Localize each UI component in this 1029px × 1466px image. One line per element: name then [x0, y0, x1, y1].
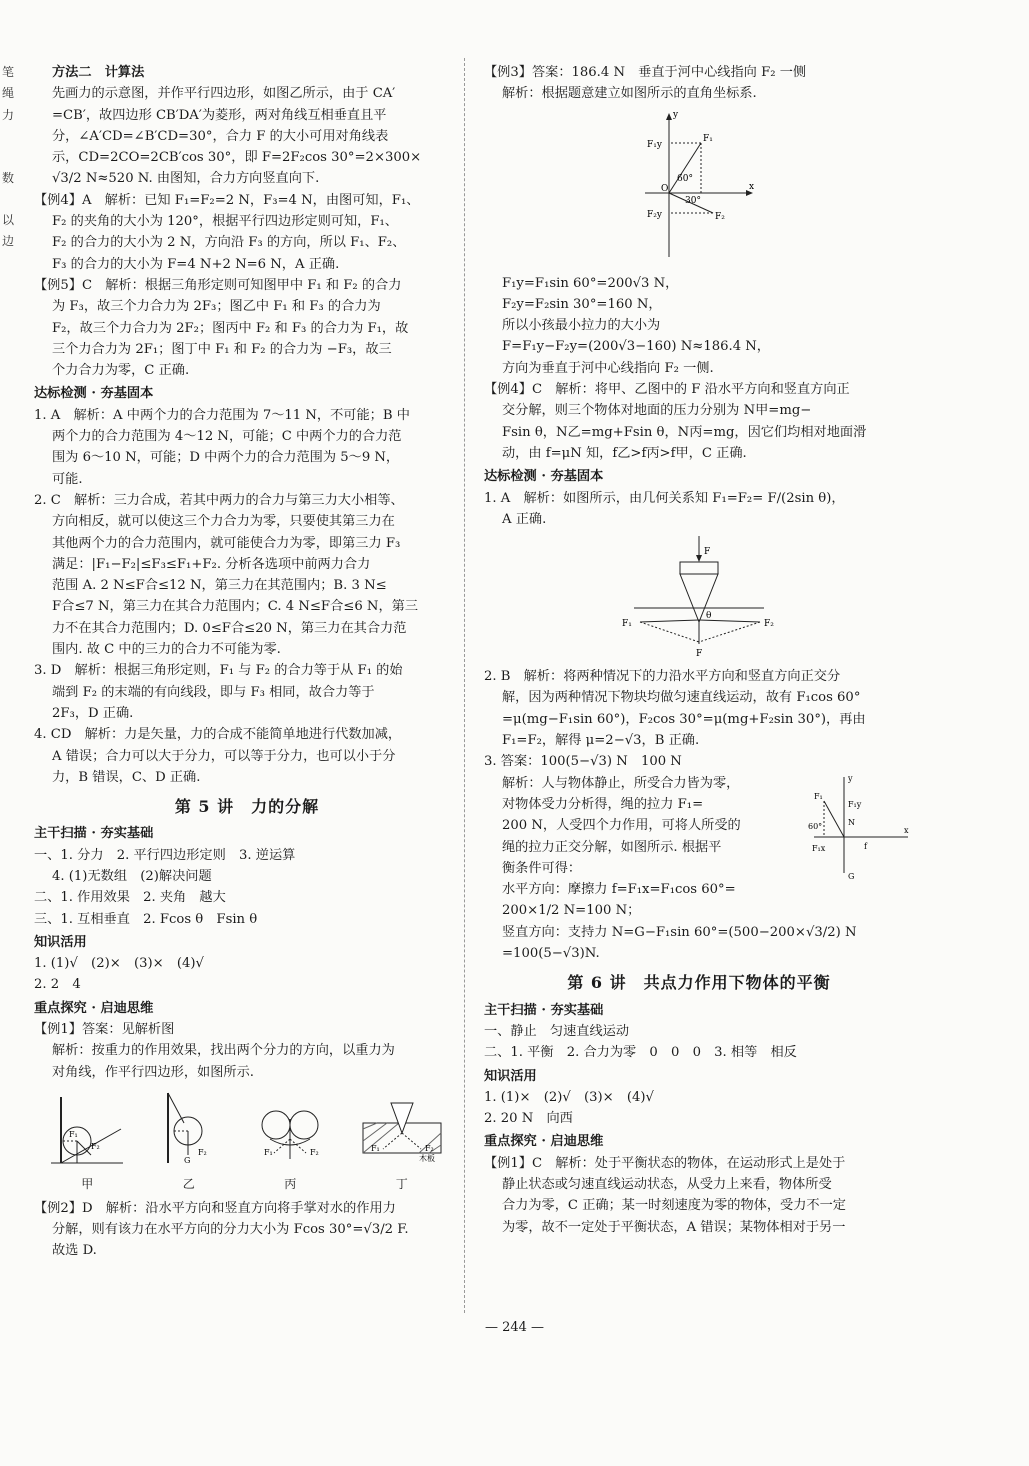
svg-text:y: y — [673, 109, 679, 120]
section-heading: 重点探究 · 启迪思维 — [34, 1000, 154, 1016]
edge-char: 数 — [2, 170, 15, 185]
svg-text:F₁y: F₁y — [647, 139, 662, 150]
example1-line: 静止状态或匀速直线运动状态，从受力上来看，物体所受 — [502, 1176, 832, 1192]
example3-calc: 方向为垂直于河中心线指向 F₂ 一侧. — [502, 360, 714, 376]
q3-line: 3. D 解析：根据三角形定则，F₁ 与 F₂ 的合力等于从 F₁ 的始 — [34, 663, 403, 679]
svg-text:F₁: F₁ — [703, 133, 713, 144]
knowledge-line: 2. 20 N 向西 — [484, 1111, 573, 1127]
svg-text:N: N — [848, 817, 855, 827]
example1-line: 对角线，作平行四边形，如图所示. — [52, 1064, 255, 1080]
q3-line: 解析：人与物体静止，所受合力皆为零， — [502, 775, 740, 791]
method2-line: √3/2 N≈520 N. 由图知，合力方向竖直向下. — [52, 171, 320, 187]
example3-calc: F₂y=F₂sin 30°=160 N， — [502, 296, 662, 312]
q2-line: 2. B 解析：将两种情况下的力沿水平方向和竖直方向正交分 — [484, 669, 841, 685]
example1-line: 合力为零，C 正确；某一时刻速度为零的物体，受力不一定 — [502, 1198, 846, 1214]
q3-line: 对物体受力分析得，绳的拉力 F₁= — [502, 796, 704, 812]
method2-line: 分，∠A′CD=∠B′CD=30°，合力 F 的大小可用对角线表 — [52, 128, 389, 144]
svg-text:F₁: F₁ — [69, 1129, 79, 1139]
q1-line: A 正确. — [502, 511, 547, 527]
example3-line: 解析：根据题意建立如图所示的直角坐标系. — [502, 86, 757, 102]
example1-line: 解析：按重力的作用效果，找出两个分力的方向，以重力为 — [52, 1043, 395, 1059]
coordinate-diagram — [639, 109, 759, 269]
basics-line: 三、1. 互相垂直 2. Fcos θ Fsin θ — [34, 911, 258, 927]
q2-line: F₁=F₂，解得 μ=2−√3，B 正确. — [502, 733, 700, 749]
person-force-diagram — [804, 773, 914, 883]
q2-line: 力不在其合力范围内；D. 0≤F合≤20 N，第三力在其合力范 — [52, 620, 407, 636]
edge-char: 边 — [2, 234, 15, 249]
svg-text:F₂: F₂ — [310, 1147, 320, 1157]
figure-caption: 丙 — [284, 1177, 297, 1192]
q4-line: 力，B 错误，C、D 正确. — [52, 769, 201, 785]
example2-line: 故选 D. — [52, 1243, 97, 1259]
q2-line: 解，因为两种情况下物块均做匀速直线运动，故有 F₁cos 60° — [502, 690, 861, 706]
svg-text:x: x — [904, 825, 909, 835]
svg-text:F₁: F₁ — [264, 1147, 274, 1157]
section-heading: 达标检测 · 夯基固本 — [484, 469, 604, 485]
figure-caption: 甲 — [81, 1177, 94, 1192]
section-heading: 主干扫描 · 夯实基础 — [34, 826, 154, 842]
svg-text:x: x — [749, 181, 755, 192]
svg-text:G: G — [183, 1155, 191, 1165]
basics-line: 一、静止 匀速直线运动 — [484, 1023, 630, 1039]
lecture-6-title: 第 6 讲 共点力作用下物体的平衡 — [567, 973, 831, 993]
svg-text:F₁: F₁ — [370, 1143, 380, 1153]
q3-line: 2F₃，D 正确. — [52, 705, 134, 721]
svg-text:F: F — [696, 649, 703, 660]
q2-line: 2. C 解析：三力合成，若其中两力的合力与第三力大小相等、 — [34, 492, 404, 508]
q3-line: 绳的拉力正交分解，如图所示. 根据平 — [502, 839, 722, 855]
example3-calc: F=F₁y−F₂y=(200√3−160) N≈186.4 N， — [502, 339, 770, 355]
q2-line: 其他两个力的合力范围内，就可能使合力为零，即第三力 F₃ — [52, 535, 401, 551]
q3-line: 水平方向：摩擦力 f=F₁x=F₁cos 60°= — [502, 882, 736, 898]
figure-caption: 乙 — [182, 1177, 195, 1192]
q3-line: 200 N，人受四个力作用，可将人所受的 — [502, 818, 741, 834]
example3-calc: F₁y=F₁sin 60°=200√3 N， — [502, 275, 679, 291]
q1-line: 1. A 解析：A 中两个力的合力范围为 7～11 N，不可能；B 中 — [34, 407, 410, 423]
example3-calc: 所以小孩最小拉力的大小为 — [502, 318, 661, 334]
q3-line: =100(5−√3)N. — [502, 946, 600, 962]
q4-line: 4. CD 解析：力是矢量，力的合成不能简单地进行代数加减， — [34, 727, 402, 743]
example4-line: 交分解，则三个物体对地面的压力分别为 N甲=mg− — [502, 403, 812, 419]
svg-text:30°: 30° — [685, 195, 701, 206]
svg-text:G: G — [848, 871, 855, 881]
example2-line: 分解，则有该力在水平方向的分力大小为 Fcos 30°=√3/2 F. — [52, 1221, 409, 1237]
example5-line: 三个力合力为 2F₁；图丁中 F₁ 和 F₂ 的合力为 −F₃，故三 — [52, 341, 392, 357]
section-heading: 知识活用 — [34, 934, 87, 950]
section-heading: 重点探究 · 启迪思维 — [484, 1134, 604, 1150]
figure-jia — [47, 1089, 127, 1196]
basics-line: 二、1. 作用效果 2. 夹角 越大 — [34, 890, 226, 906]
section-heading: 达标检测 · 夯基固本 — [34, 386, 154, 402]
basics-line: 二、1. 平衡 2. 合力为零 0 0 0 3. 相等 相反 — [484, 1045, 797, 1061]
section-heading: 知识活用 — [484, 1068, 537, 1084]
figure-ding — [357, 1089, 447, 1196]
svg-text:F₁x: F₁x — [812, 843, 826, 853]
column-divider — [464, 58, 465, 1313]
example4-line: Fsin θ，N乙=mg+Fsin θ，N丙=mg，因它们均相对地面滑 — [502, 424, 867, 440]
svg-text:F: F — [704, 547, 711, 558]
example1-line: 【例1】C 解析：处于平衡状态的物体，在运动形式上是处于 — [484, 1155, 846, 1171]
svg-text:θ: θ — [706, 611, 712, 622]
svg-text:F₂: F₂ — [424, 1143, 434, 1153]
basics-line: 4. (1)无数组 (2)解决问题 — [52, 868, 212, 884]
svg-text:F₂: F₂ — [715, 211, 725, 222]
example3-answer: 【例3】答案：186.4 N 垂直于河中心线指向 F₂ 一侧 — [484, 65, 807, 80]
svg-text:F₂: F₂ — [197, 1147, 207, 1157]
svg-text:F₁: F₁ — [814, 791, 823, 801]
svg-text:F₁y: F₁y — [848, 799, 862, 809]
svg-text:O: O — [661, 183, 669, 194]
q2-line: 满足：|F₁−F₂|≤F₃≤F₁+F₂. 分析各选项中前两力合力 — [52, 556, 371, 572]
q3-block — [484, 773, 914, 965]
svg-text:f: f — [864, 841, 867, 851]
edge-char: 绳 — [2, 86, 15, 101]
section-heading: 主干扫描 · 夯实基础 — [484, 1002, 604, 1018]
q1-line: 可能. — [52, 471, 83, 487]
basics-line: 一、1. 分力 2. 平行四边形定则 3. 逆运算 — [34, 847, 296, 863]
lecture-5-title: 第 5 讲 力的分解 — [174, 797, 320, 817]
example4-line: 【例4】A 解析：已知 F₁=F₂=2 N，F₃=4 N，由图可知，F₁、 — [34, 192, 420, 208]
left-column — [34, 62, 460, 1261]
svg-text:F₂: F₂ — [91, 1141, 101, 1151]
method2-line: =CB′，故四边形 CB′DA′为菱形，两对角线互相垂直且平 — [52, 107, 387, 123]
wedge-figure — [357, 1089, 447, 1167]
q3-line: 竖直方向：支持力 N=G−F₁sin 60°=(500−200×√3/2) N — [502, 924, 857, 940]
knowledge-line: 2. 2 4 — [34, 977, 81, 993]
example4-line: F₃ 的合力的大小为 F=4 N+2 N=6 N，A 正确. — [52, 256, 340, 272]
example4-line: F₂ 的合力的大小为 2 N，方向沿 F₃ 的方向，所以 F₁、F₂、 — [52, 235, 406, 251]
method2-title: 方法二 计算法 — [52, 65, 145, 80]
example4-line: F₂ 的夹角的大小为 120°，根据平行四边形定则可知，F₁、 — [52, 214, 398, 230]
two-ball-figure — [250, 1089, 330, 1167]
edge-char: 笔 — [2, 65, 15, 79]
right-column — [484, 62, 914, 1238]
q2-line: 围内. 故 C 中的三力的合力不可能为零. — [52, 642, 281, 658]
knowledge-line: 1. (1)× (2)√ (3)× (4)√ — [484, 1089, 654, 1105]
q3-line: 200×1/2 N=100 N； — [502, 903, 641, 919]
example1-answer: 【例1】答案：见解析图 — [34, 1022, 175, 1038]
method2-line: 先画力的示意图，并作平行四边形，如图乙所示，由于 CA′ — [52, 86, 396, 102]
hanging-ball-figure — [154, 1089, 224, 1167]
figure-caption: 丁 — [395, 1177, 408, 1192]
wedge-force-diagram — [614, 534, 784, 662]
figure-bing — [250, 1089, 330, 1196]
example4-line: 动，由 f=μN 知，f乙>f丙>f甲，C 正确. — [502, 445, 747, 461]
q3-answer: 3. 答案：100(5−√3) N 100 N — [484, 754, 682, 770]
svg-text:F₁: F₁ — [622, 619, 632, 630]
q1-line: 两个力的合力范围为 4～12 N，可能；C 中两个力的合力范 — [52, 429, 402, 445]
incline-ball-figure — [47, 1089, 127, 1167]
q1-line: 1. A 解析：如图所示，由几何关系知 F₁=F₂= F/(2sin θ)， — [484, 490, 845, 506]
example5-line: F₂，故三个力合力为 2F₂；图丙中 F₂ 和 F₃ 的合力为 F₁，故 — [52, 320, 409, 336]
example5-line: 个力合力为零，C 正确. — [52, 363, 190, 379]
figure-yi — [154, 1089, 224, 1196]
q2-line: 范围 A. 2 N≤F合≤12 N，第三力在其范围内；B. 3 N≤ — [52, 578, 387, 594]
q2-line: F合≤7 N，第三力在其合力范围内；C. 4 N≤F合≤6 N，第三 — [52, 599, 419, 615]
left-edge-fragments — [2, 62, 16, 253]
svg-text:60°: 60° — [808, 821, 823, 831]
svg-text:F₂: F₂ — [764, 619, 774, 630]
svg-text:y: y — [848, 773, 853, 783]
q4-line: A 错误；合力可以大于分力，可以等于分力，也可以小于分 — [52, 748, 396, 764]
svg-text:木板: 木板 — [418, 1153, 435, 1163]
knowledge-line: 1. (1)√ (2)× (3)× (4)√ — [34, 956, 204, 972]
edge-char: 以 — [2, 213, 15, 228]
decomposition-figures — [34, 1089, 460, 1196]
method2-line: 示，CD=2CO=2CB′cos 30°，即 F=2F₂cos 30°=2×300× — [52, 150, 422, 166]
q3-line: 衡条件可得： — [502, 860, 582, 876]
example1-line: 为零，故不一定处于平衡状态，A 错误；某物体相对于另一 — [502, 1219, 846, 1235]
edge-char: 力 — [2, 107, 15, 122]
example5-line: 为 F₃，故三个力合力为 2F₃；图乙中 F₁ 和 F₃ 的合力为 — [52, 299, 381, 315]
example4-line: 【例4】C 解析：将甲、乙图中的 F 沿水平方向和竖直方向正 — [484, 382, 850, 398]
svg-text:F₂y: F₂y — [647, 209, 662, 220]
q2-line: 方向相反，就可以使这三个力合力为零，只要使其第三力在 — [52, 514, 395, 530]
example5-line: 【例5】C 解析：根据三角形定则可知图甲中 F₁ 和 F₂ 的合力 — [34, 277, 402, 293]
q3-line: 端到 F₂ 的末端的有向线段，即与 F₃ 相同，故合力等于 — [52, 684, 375, 700]
q1-line: 围为 6～10 N，可能；D 中两个力的合力范围为 5～9 N， — [52, 450, 400, 466]
example2-line: 【例2】D 解析：沿水平方向和竖直方向将手掌对水的作用力 — [34, 1200, 396, 1216]
svg-text:60°: 60° — [677, 173, 693, 184]
page-number: — 244 — — [484, 1320, 545, 1335]
q2-line: =μ(mg−F₁sin 60°)，F₂cos 30°=μ(mg+F₂sin 30°)，再由 — [502, 711, 866, 727]
